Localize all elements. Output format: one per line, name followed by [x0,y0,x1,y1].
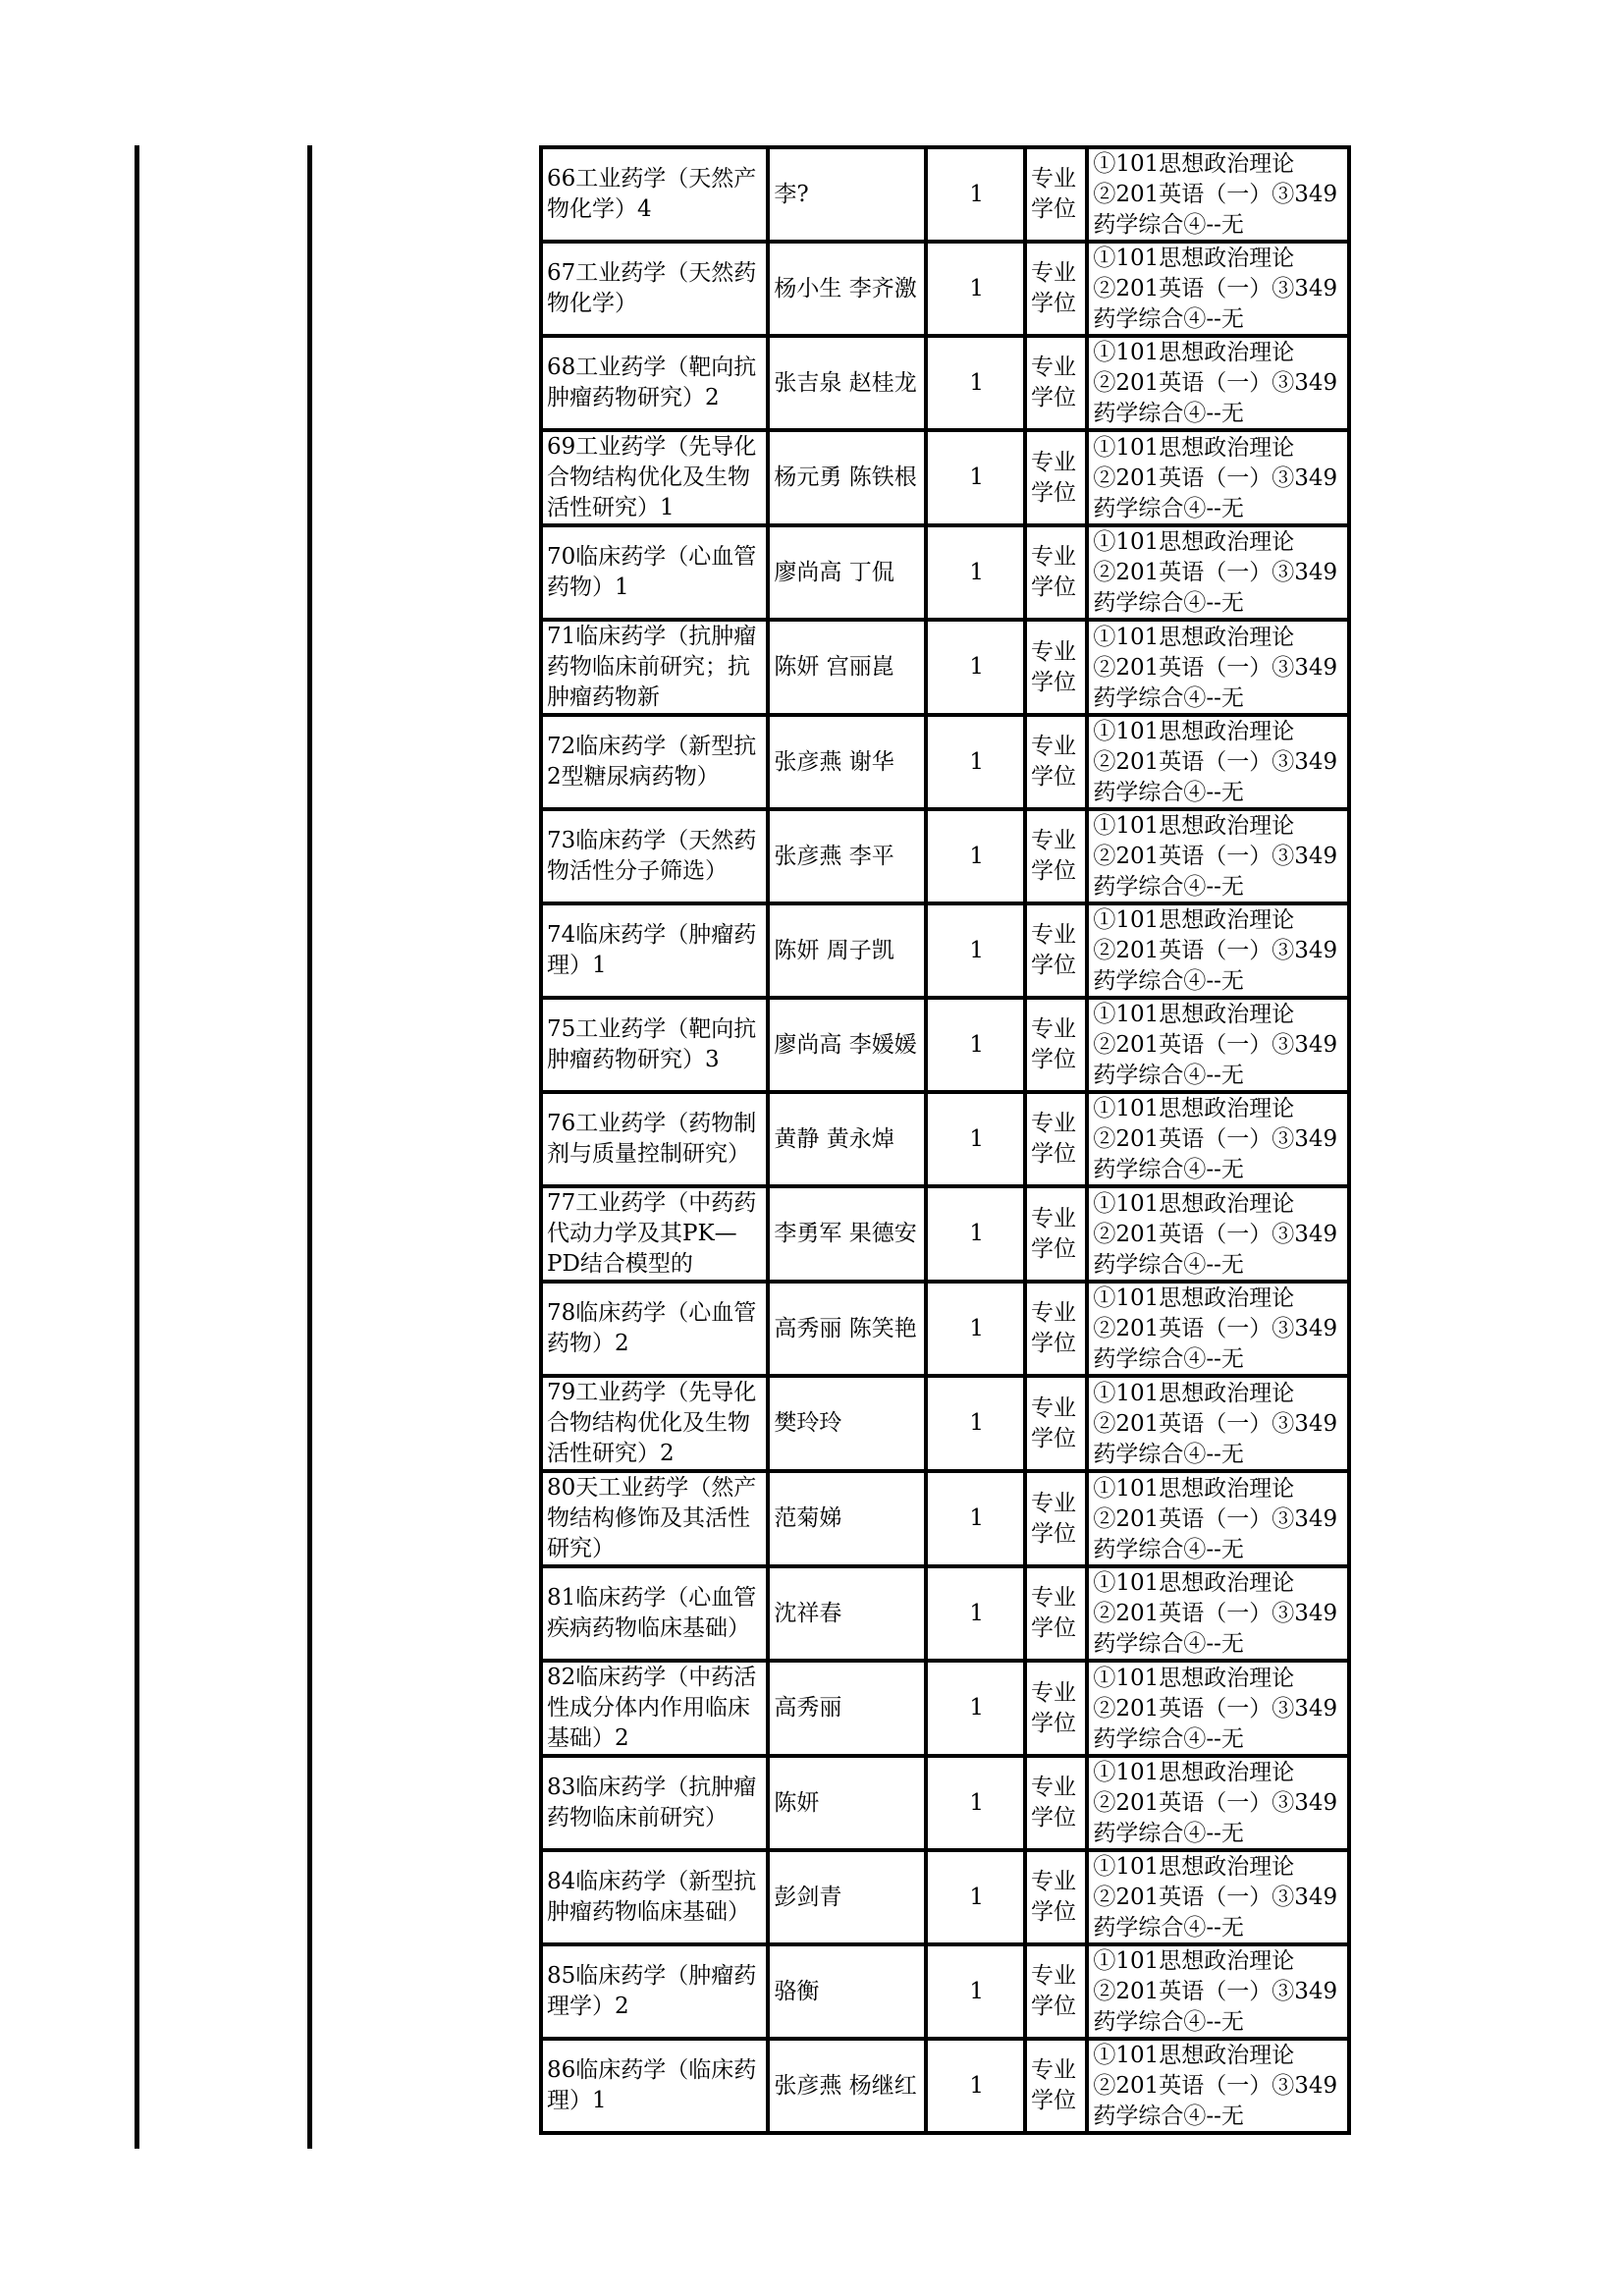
enrollment-count-cell [926,2039,1025,2133]
degree-type-cell [1025,1944,1087,2039]
enrollment-count-text: 1 [969,1221,984,1246]
enrollment-count-cell [926,809,1025,903]
research-direction-text: 86临床药学（临床药理）1 [547,2057,757,2113]
enrollment-count-text: 1 [969,275,984,301]
degree-type-cell [1025,715,1087,809]
supervisor-text: 张彦燕 杨继红 [774,2072,917,2099]
table-row [541,147,1349,242]
degree-type-cell [1025,620,1087,715]
supervisor-cell [768,336,926,430]
supervisor-text: 彭剑青 [774,1884,842,1910]
degree-type-text: 专业学位 [1030,166,1076,222]
enrollment-count-text: 1 [969,937,984,963]
table-row [541,715,1349,809]
research-direction-text: 70临床药学（心血管药物）1 [547,544,757,600]
enrollment-count-cell [926,430,1025,525]
research-direction-cell [541,1944,768,2039]
enrollment-count-cell [926,1850,1025,1944]
supervisor-text: 张吉泉 赵桂龙 [774,369,917,396]
enrollment-count-cell [926,620,1025,715]
table-row [541,620,1349,715]
enrollment-count-cell [926,147,1025,242]
enrollment-count-cell [926,1282,1025,1376]
enrollment-count-cell [926,242,1025,336]
table-row [541,1756,1349,1850]
exam-subjects-text: ①101思想政治理论②201英语（一）③349药学综合④--无 [1093,1475,1338,1562]
research-direction-cell [541,1092,768,1186]
supervisor-text: 廖尚高 丁侃 [774,559,894,585]
exam-subjects-cell [1087,336,1349,430]
enrollment-count-text: 1 [969,1125,984,1152]
degree-type-cell [1025,336,1087,430]
exam-subjects-text: ①101思想政治理论②201英语（一）③349药学综合④--无 [1093,813,1338,900]
research-direction-cell [541,1850,768,1944]
exam-subjects-cell [1087,1376,1349,1471]
exam-subjects-text: ①101思想政治理论②201英语（一）③349药学综合④--无 [1093,1854,1338,1941]
supervisor-text: 范菊娣 [774,1505,842,1531]
enrollment-count-text: 1 [969,1410,984,1436]
supervisor-text: 陈妍 周子凯 [774,937,894,963]
degree-type-cell [1025,1661,1087,1756]
degree-type-text: 专业学位 [1030,828,1076,884]
degree-type-cell [1025,998,1087,1092]
exam-subjects-cell [1087,1850,1349,1944]
degree-type-text: 专业学位 [1030,1300,1076,1356]
exam-subjects-text: ①101思想政治理论②201英语（一）③349药学综合④--无 [1093,246,1338,332]
degree-type-text: 专业学位 [1030,1585,1076,1641]
supervisor-text: 杨元勇 陈铁根 [774,465,917,490]
exam-subjects-cell [1087,1566,1349,1661]
degree-type-text: 专业学位 [1030,355,1076,410]
degree-type-cell [1025,1282,1087,1376]
research-direction-cell [541,1282,768,1376]
degree-type-cell [1025,1471,1087,1566]
enrollment-count-cell [926,1661,1025,1756]
enrollment-count-cell [926,1566,1025,1661]
enrollment-count-cell [926,1186,1025,1282]
research-direction-text: 73临床药学（天然药物活性分子筛选） [547,828,757,884]
exam-subjects-text: ①101思想政治理论②201英语（一）③349药学综合④--无 [1093,2043,1338,2129]
supervisor-text: 沈祥春 [774,1600,842,1626]
degree-type-cell [1025,1186,1087,1282]
enrollment-count-text: 1 [969,843,984,869]
table-row [541,1471,1349,1566]
degree-type-text: 专业学位 [1030,734,1076,790]
supervisor-text: 张彦燕 李平 [774,843,894,869]
table-row [541,1092,1349,1186]
supervisor-cell [768,1756,926,1850]
degree-type-text: 专业学位 [1030,1490,1076,1547]
supervisor-cell [768,147,926,242]
enrollment-count-cell [926,903,1025,998]
research-direction-text: 77工业药学（中药药代动力学及其PK—PD结合模型的 [547,1190,757,1277]
exam-subjects-cell [1087,715,1349,809]
exam-subjects-cell [1087,430,1349,525]
research-direction-cell [541,1566,768,1661]
enrollment-count-text: 1 [969,1505,984,1531]
research-direction-text: 72临床药学（新型抗2型糖尿病药物） [547,734,757,790]
research-direction-cell [541,2039,768,2133]
research-direction-text: 83临床药学（抗肿瘤药物临床前研究） [547,1775,757,1831]
supervisor-cell [768,903,926,998]
supervisor-cell [768,525,926,620]
exam-subjects-text: ①101思想政治理论②201英语（一）③349药学综合④--无 [1093,1665,1338,1752]
supervisor-cell [768,715,926,809]
supervisor-cell [768,809,926,903]
degree-type-cell [1025,2039,1087,2133]
supervisor-cell [768,998,926,1092]
supervisor-text: 樊玲玲 [774,1410,842,1436]
research-direction-text: 67工业药学（天然药物化学） [547,260,757,316]
research-direction-cell [541,809,768,903]
exam-subjects-cell [1087,525,1349,620]
enrollment-count-text: 1 [969,654,984,680]
exam-subjects-text: ①101思想政治理论②201英语（一）③349药学综合④--无 [1093,1760,1338,1846]
research-direction-text: 66工业药学（天然产物化学）4 [547,166,757,222]
table-row [541,1850,1349,1944]
research-direction-text: 69工业药学（先导化合物结构优化及生物活性研究）1 [547,434,757,520]
exam-subjects-text: ①101思想政治理论②201英语（一）③349药学综合④--无 [1093,434,1338,521]
exam-subjects-text: ①101思想政治理论②201英语（一）③349药学综合④--无 [1093,1948,1338,2035]
supervisor-text: 陈妍 宫丽崑 [774,654,894,680]
enrollment-count-cell [926,1092,1025,1186]
enrollment-count-text: 1 [969,1884,984,1910]
degree-type-text: 专业学位 [1030,1679,1076,1736]
exam-subjects-cell [1087,1186,1349,1282]
degree-type-text: 专业学位 [1030,1394,1076,1451]
supervisor-text: 李? [774,181,809,207]
supervisor-cell [768,1186,926,1282]
degree-type-text: 专业学位 [1030,1963,1076,2019]
exam-subjects-text: ①101思想政治理论②201英语（一）③349药学综合④--无 [1093,340,1338,426]
exam-subjects-cell [1087,1471,1349,1566]
enrollment-count-text: 1 [969,181,984,207]
supervisor-text: 陈妍 [774,1789,820,1816]
table-row [541,809,1349,903]
degree-type-text: 专业学位 [1030,2057,1076,2113]
research-direction-text: 75工业药学（靶向抗肿瘤药物研究）3 [547,1016,757,1072]
degree-type-text: 专业学位 [1030,544,1076,600]
research-direction-text: 79工业药学（先导化合物结构优化及生物活性研究）2 [547,1380,757,1466]
exam-subjects-cell [1087,1756,1349,1850]
supervisor-cell [768,1092,926,1186]
enrollment-count-cell [926,525,1025,620]
exam-subjects-cell [1087,998,1349,1092]
degree-type-cell [1025,1376,1087,1471]
enrollment-count-text: 1 [969,559,984,585]
degree-type-cell [1025,1756,1087,1850]
enrollment-count-text: 1 [969,1695,984,1721]
left-border-line [135,145,139,2149]
research-direction-cell [541,430,768,525]
research-direction-text: 78临床药学（心血管药物）2 [547,1300,757,1356]
supervisor-cell [768,1944,926,2039]
degree-type-text: 专业学位 [1030,260,1076,316]
research-direction-text: 76工业药学（药物制剂与质量控制研究） [547,1111,757,1167]
table-row [541,998,1349,1092]
research-direction-text: 68工业药学（靶向抗肿瘤药物研究）2 [547,355,757,410]
supervisor-text: 骆衡 [774,1978,820,2004]
research-direction-cell [541,147,768,242]
research-direction-text: 74临床药学（肿瘤药理）1 [547,922,757,978]
exam-subjects-cell [1087,1282,1349,1376]
research-direction-cell [541,715,768,809]
exam-subjects-cell [1087,2039,1349,2133]
enrollment-count-text: 1 [969,1031,984,1058]
research-direction-cell [541,1186,768,1282]
enrollment-count-cell [926,1471,1025,1566]
supervisor-text: 杨小生 李齐激 [774,275,917,301]
research-direction-text: 84临床药学（新型抗肿瘤药物临床基础） [547,1869,757,1925]
table-row [541,2039,1349,2133]
degree-type-text: 专业学位 [1030,1869,1076,1925]
degree-type-cell [1025,903,1087,998]
supervisor-text: 李勇军 果德安 [774,1221,917,1246]
exam-subjects-cell [1087,903,1349,998]
enrollment-count-cell [926,1376,1025,1471]
supervisor-text: 高秀丽 陈笑艳 [774,1315,917,1341]
degree-type-text: 专业学位 [1030,449,1076,506]
degree-type-cell [1025,809,1087,903]
exam-subjects-text: ①101思想政治理论②201英语（一）③349药学综合④--无 [1093,529,1338,616]
enrollment-count-cell [926,336,1025,430]
table-row [541,1376,1349,1471]
supervisor-text: 高秀丽 [774,1695,842,1721]
enrollment-count-cell [926,715,1025,809]
supervisor-text: 廖尚高 李媛媛 [774,1031,917,1058]
degree-type-cell [1025,430,1087,525]
supervisor-cell [768,1661,926,1756]
table-row [541,430,1349,525]
degree-type-cell [1025,1566,1087,1661]
enrollment-count-cell [926,1756,1025,1850]
supervisor-cell [768,2039,926,2133]
supervisor-cell [768,242,926,336]
degree-type-text: 专业学位 [1030,1205,1076,1262]
table-row [541,1566,1349,1661]
table-row [541,903,1349,998]
table-row [541,242,1349,336]
enrollment-count-cell [926,998,1025,1092]
research-direction-cell [541,1661,768,1756]
supervisor-text: 黄静 黄永焯 [774,1125,894,1152]
admissions-table [539,145,1351,2135]
enrollment-count-text: 1 [969,2072,984,2099]
research-direction-cell [541,242,768,336]
table-row [541,1661,1349,1756]
exam-subjects-cell [1087,620,1349,715]
degree-type-text: 专业学位 [1030,1016,1076,1072]
enrollment-count-text: 1 [969,465,984,490]
table-row [541,1186,1349,1282]
research-direction-cell [541,1756,768,1850]
research-direction-cell [541,620,768,715]
supervisor-cell [768,1282,926,1376]
research-direction-cell [541,525,768,620]
enrollment-count-text: 1 [969,1315,984,1341]
enrollment-count-text: 1 [969,748,984,775]
exam-subjects-text: ①101思想政治理论②201英语（一）③349药学综合④--无 [1093,1002,1338,1088]
enrollment-count-text: 1 [969,369,984,396]
enrollment-count-cell [926,1944,1025,2039]
research-direction-text: 85临床药学（肿瘤药理学）2 [547,1963,757,2019]
degree-type-cell [1025,242,1087,336]
supervisor-cell [768,430,926,525]
exam-subjects-text: ①101思想政治理论②201英语（一）③349药学综合④--无 [1093,1096,1338,1182]
enrollment-count-text: 1 [969,1789,984,1816]
enrollment-count-text: 1 [969,1978,984,2004]
supervisor-cell [768,620,926,715]
table-row [541,1944,1349,2039]
exam-subjects-text: ①101思想政治理论②201英语（一）③349药学综合④--无 [1093,719,1338,805]
research-direction-text: 80天工业药学（然产物结构修饰及其活性研究） [547,1475,757,1561]
enrollment-count-text: 1 [969,1600,984,1626]
degree-type-text: 专业学位 [1030,638,1076,695]
degree-type-cell [1025,147,1087,242]
exam-subjects-cell [1087,242,1349,336]
exam-subjects-text: ①101思想政治理论②201英语（一）③349药学综合④--无 [1093,907,1338,994]
research-direction-cell [541,336,768,430]
second-border-line [307,145,312,2149]
degree-type-cell [1025,525,1087,620]
exam-subjects-text: ①101思想政治理论②201英语（一）③349药学综合④--无 [1093,1570,1338,1657]
table-row [541,336,1349,430]
exam-subjects-text: ①101思想政治理论②201英语（一）③349药学综合④--无 [1093,624,1338,711]
exam-subjects-text: ①101思想政治理论②201英语（一）③349药学综合④--无 [1093,151,1338,238]
research-direction-text: 71临床药学（抗肿瘤药物临床前研究；抗肿瘤药物新 [547,624,757,710]
research-direction-cell [541,903,768,998]
supervisor-text: 张彦燕 谢华 [774,748,894,775]
degree-type-cell [1025,1850,1087,1944]
table-body [541,147,1349,2133]
degree-type-text: 专业学位 [1030,922,1076,978]
supervisor-cell [768,1566,926,1661]
supervisor-cell [768,1471,926,1566]
exam-subjects-cell [1087,147,1349,242]
degree-type-text: 专业学位 [1030,1775,1076,1831]
research-direction-text: 81临床药学（心血管疾病药物临床基础） [547,1585,757,1641]
exam-subjects-cell [1087,809,1349,903]
degree-type-text: 专业学位 [1030,1111,1076,1167]
exam-subjects-cell [1087,1661,1349,1756]
exam-subjects-text: ①101思想政治理论②201英语（一）③349药学综合④--无 [1093,1380,1338,1467]
exam-subjects-cell [1087,1092,1349,1186]
exam-subjects-text: ①101思想政治理论②201英语（一）③349药学综合④--无 [1093,1190,1338,1278]
supervisor-cell [768,1376,926,1471]
supervisor-cell [768,1850,926,1944]
research-direction-cell [541,998,768,1092]
research-direction-cell [541,1376,768,1471]
research-direction-cell [541,1471,768,1566]
degree-type-cell [1025,1092,1087,1186]
exam-subjects-text: ①101思想政治理论②201英语（一）③349药学综合④--无 [1093,1285,1338,1372]
table-row [541,1282,1349,1376]
research-direction-text: 82临床药学（中药活性成分体内作用临床基础）2 [547,1665,757,1751]
exam-subjects-cell [1087,1944,1349,2039]
table-row [541,525,1349,620]
